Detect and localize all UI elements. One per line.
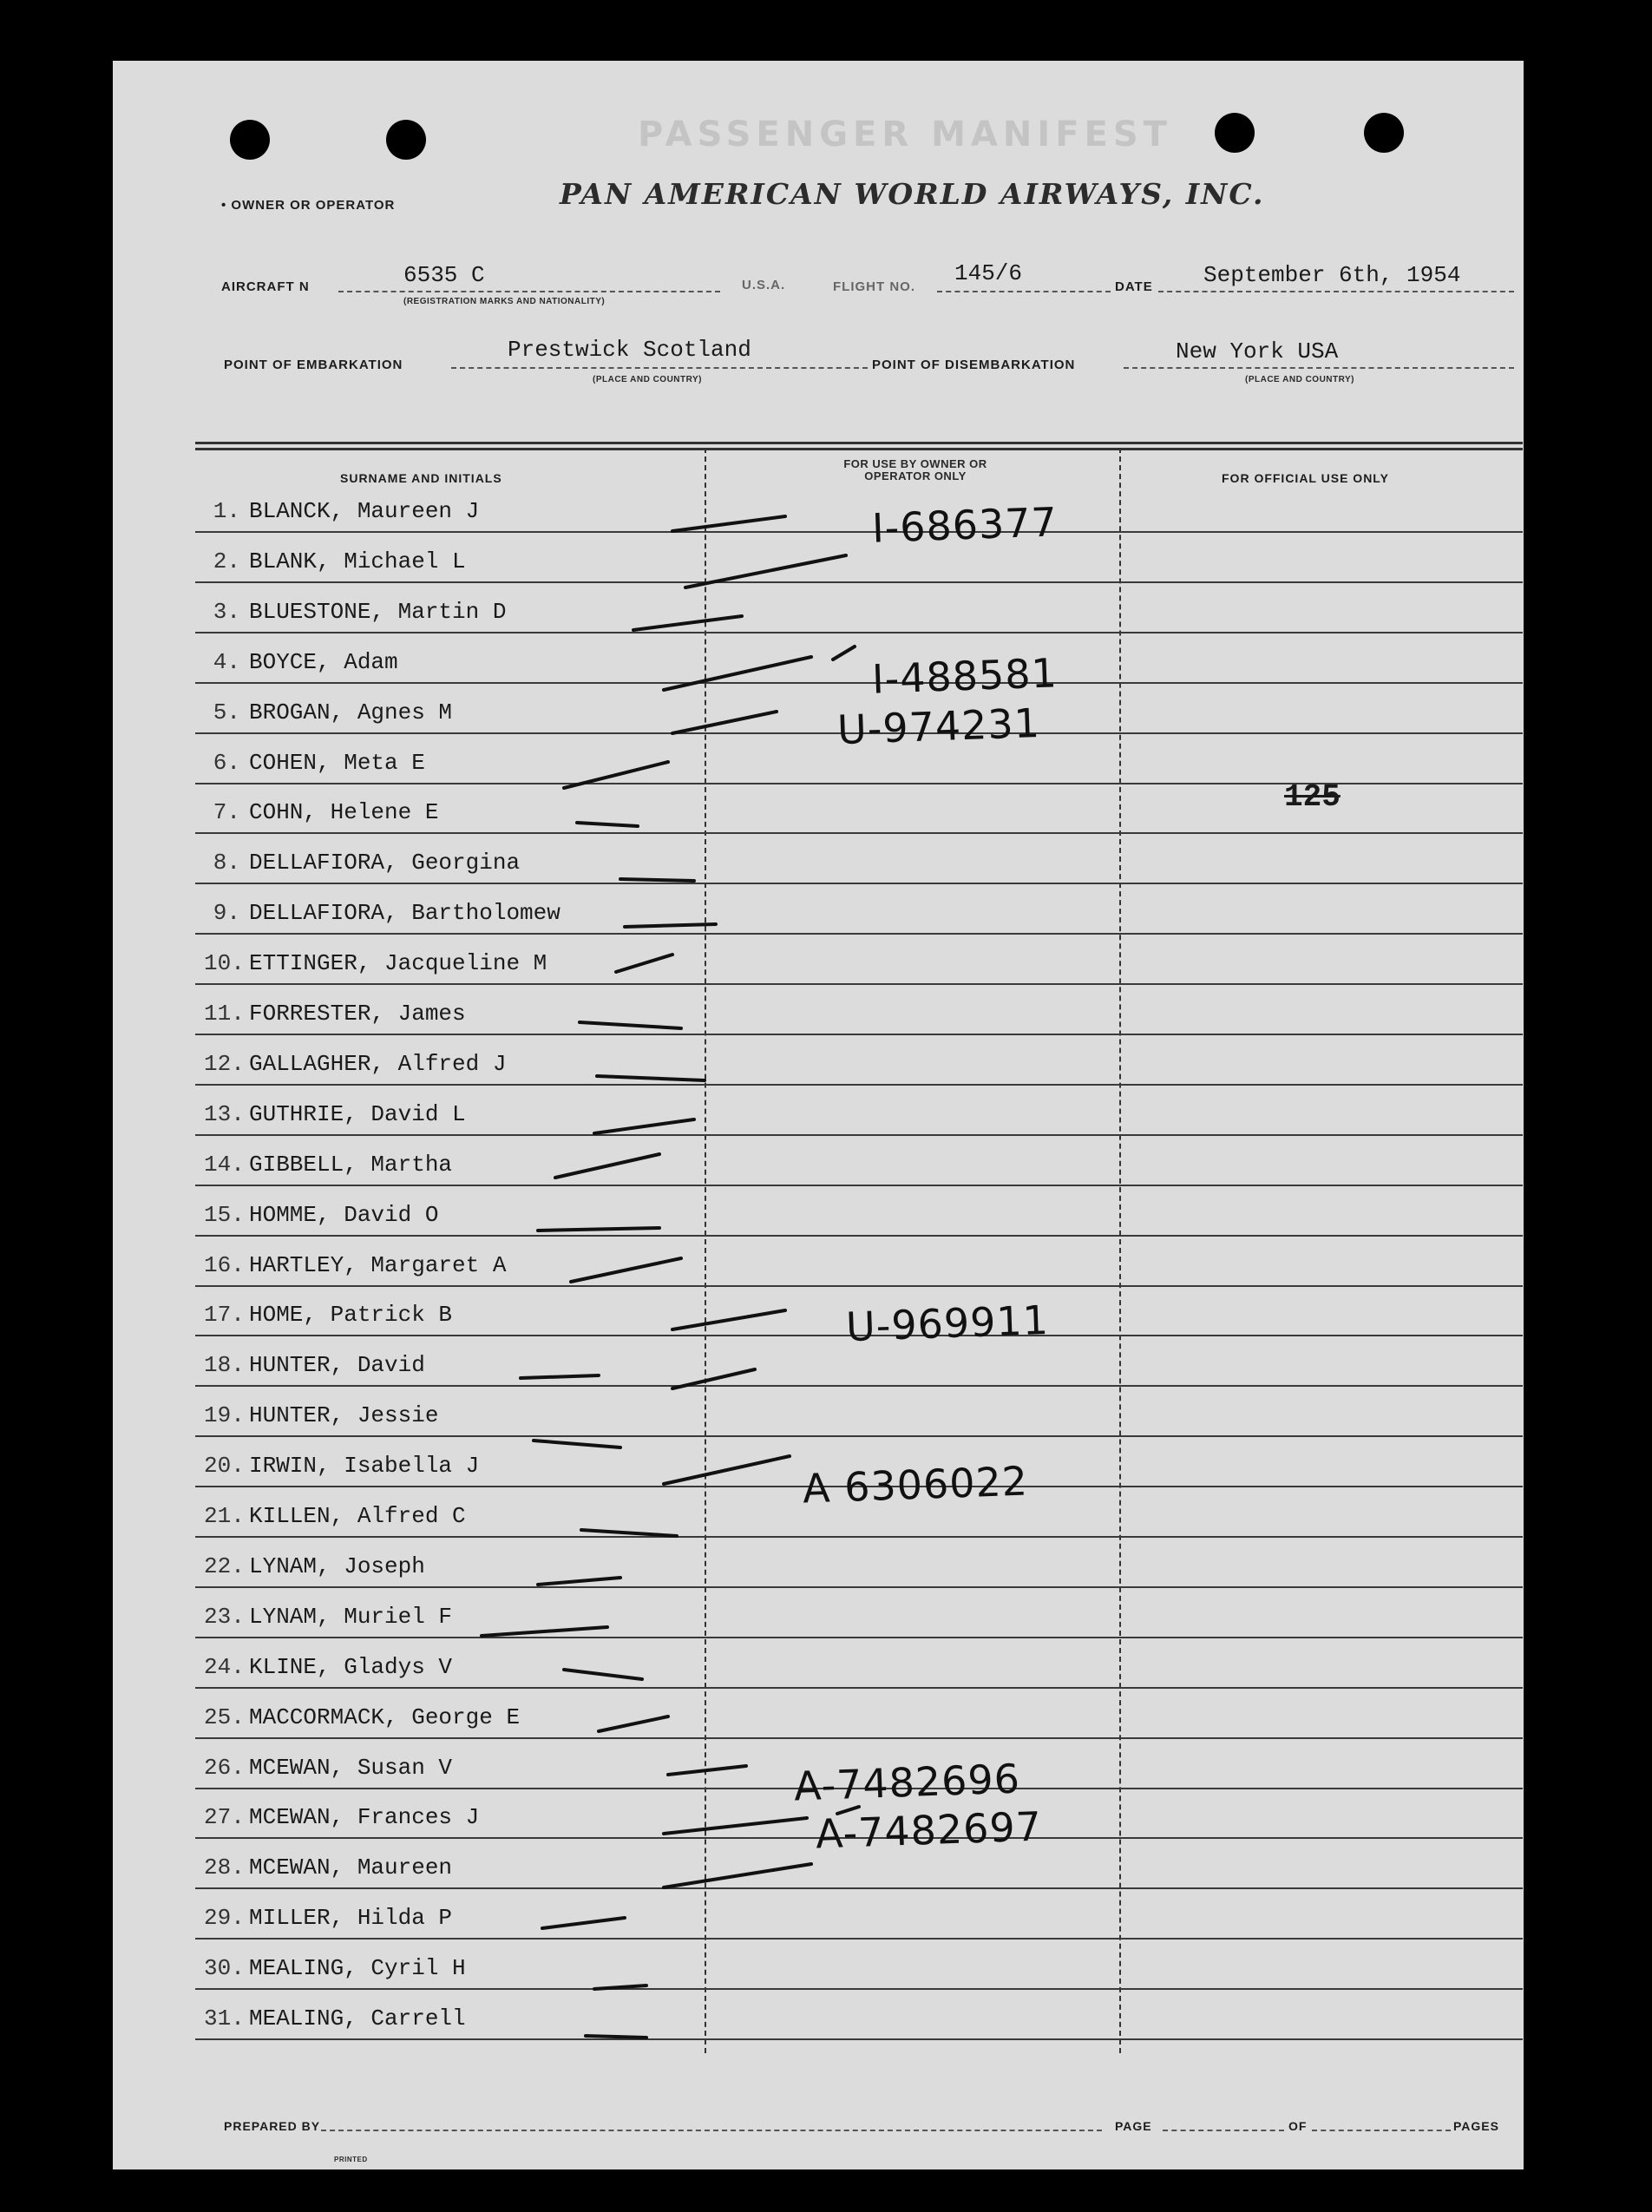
embarkation-label: POINT OF EMBARKATION (224, 358, 403, 372)
passenger-name: IRWIN, Isabella J (249, 1453, 480, 1479)
passenger-name: MEALING, Carrell (249, 2005, 466, 2031)
passenger-name: GUTHRIE, David L (249, 1101, 466, 1127)
row-number: 29. (204, 1905, 245, 1931)
row-number: 15. (204, 1202, 245, 1228)
passenger-name: DELLAFIORA, Georgina (249, 850, 521, 876)
handwritten-note-row1: I-686377 (871, 498, 1059, 552)
passenger-name: BLANCK, Maureen J (249, 498, 480, 524)
disembarkation-value: New York USA (1176, 338, 1339, 364)
handwritten-note-row20: A 6306022 (802, 1457, 1029, 1513)
row-number: 9. (213, 900, 240, 926)
disembarkation-caption: (PLACE AND COUNTRY) (1245, 375, 1354, 384)
row-number: 19. (204, 1402, 245, 1428)
passenger-name: HUNTER, Jessie (249, 1402, 439, 1428)
row-number: 1. (213, 498, 240, 524)
handwritten-note-row17: U-969911 (845, 1296, 1050, 1351)
passenger-name: HOME, Patrick B (249, 1302, 453, 1328)
row-number: 17. (204, 1302, 245, 1328)
of-label: OF (1288, 2119, 1308, 2133)
row-number: 7. (213, 799, 240, 825)
handwritten-note-row5: U-974231 (836, 699, 1041, 754)
passenger-name: HARTLEY, Margaret A (249, 1252, 507, 1278)
row-number: 6. (213, 750, 240, 776)
row-number: 22. (204, 1553, 245, 1579)
passenger-name: FORRESTER, James (249, 1001, 466, 1027)
row-number: 23. (204, 1604, 245, 1630)
page-underline (1163, 2130, 1284, 2131)
pages-label: PAGES (1453, 2119, 1499, 2133)
passenger-name: MCEWAN, Maureen (249, 1854, 453, 1881)
handwritten-note-row26: A-7482696 (793, 1755, 1021, 1810)
passenger-name: MCEWAN, Susan V (249, 1755, 453, 1781)
row-number: 14. (204, 1152, 245, 1178)
row-number: 12. (204, 1051, 245, 1077)
row-number: 25. (204, 1704, 245, 1730)
passenger-name: MCEWAN, Frances J (249, 1804, 480, 1830)
passenger-name: LYNAM, Muriel F (249, 1604, 453, 1630)
row-number: 20. (204, 1453, 245, 1479)
row-number: 27. (204, 1804, 245, 1830)
passenger-name: BOYCE, Adam (249, 649, 398, 675)
row-number: 2. (213, 548, 240, 574)
row-number: 11. (204, 1001, 245, 1027)
passenger-name: GALLAGHER, Alfred J (249, 1051, 507, 1077)
passenger-name: MILLER, Hilda P (249, 1905, 453, 1931)
official-use-column-header: FOR OFFICIAL USE ONLY (1222, 471, 1389, 485)
printed-label: PRINTED (334, 2156, 368, 2163)
prepared-underline (321, 2130, 1102, 2131)
handwritten-note-row27: A-7482697 (815, 1802, 1043, 1858)
aircraft-value: 6535 C (403, 262, 485, 288)
passenger-name: GIBBELL, Martha (249, 1152, 453, 1178)
faded-title: PASSENGER MANIFEST (638, 115, 1172, 154)
row-number: 3. (213, 599, 240, 625)
row-number: 24. (204, 1654, 245, 1680)
passenger-name: BLUESTONE, Martin D (249, 599, 507, 625)
row-number: 26. (204, 1755, 245, 1781)
passenger-name: COHN, Helene E (249, 799, 439, 825)
flight-value: 145/6 (954, 260, 1023, 286)
row-number: 21. (204, 1503, 245, 1529)
row-number: 5. (213, 699, 240, 725)
embarkation-caption: (PLACE AND COUNTRY) (593, 375, 702, 384)
date-label: DATE (1115, 279, 1153, 294)
of-underline (1312, 2130, 1451, 2131)
row-number: 10. (204, 950, 245, 976)
page-label: PAGE (1115, 2119, 1152, 2133)
company-name: PAN AMERICAN WORLD AIRWAYS, INC. (560, 177, 1265, 211)
passenger-name: HOMME, David O (249, 1202, 439, 1228)
passenger-name: BROGAN, Agnes M (249, 699, 453, 725)
row-number: 18. (204, 1352, 245, 1378)
passenger-name: HUNTER, David (249, 1352, 425, 1378)
passenger-name: KLINE, Gladys V (249, 1654, 453, 1680)
row-number: 13. (204, 1101, 245, 1127)
prepared-by-label: PREPARED BY (224, 2119, 321, 2133)
owner-operator-label: • OWNER OR OPERATOR (221, 198, 396, 213)
usa-label: U.S.A. (742, 278, 786, 292)
aircraft-label: AIRCRAFT N (221, 279, 310, 294)
row-number: 28. (204, 1854, 245, 1881)
row-number: 31. (204, 2005, 245, 2031)
flight-label: FLIGHT NO. (833, 279, 915, 294)
passenger-name: BLANK, Michael L (249, 548, 466, 574)
aircraft-caption: (REGISTRATION MARKS AND NATIONALITY) (403, 297, 606, 306)
passenger-name: ETTINGER, Jacqueline M (249, 950, 547, 976)
surname-column-header: SURNAME AND INITIALS (340, 471, 502, 485)
passenger-name: LYNAM, Joseph (249, 1553, 425, 1579)
row-number: 4. (213, 649, 240, 675)
row-number: 16. (204, 1252, 245, 1278)
passenger-name: MEALING, Cyril H (249, 1955, 466, 1981)
owner-use-column-header: FOR USE BY OWNER OR OPERATOR ONLY (843, 457, 987, 482)
official-use-mark: 125 (1284, 779, 1341, 815)
disembarkation-label: POINT OF DISEMBARKATION (872, 358, 1076, 372)
date-value: September 6th, 1954 (1203, 262, 1461, 288)
passenger-name: COHEN, Meta E (249, 750, 425, 776)
passenger-name: DELLAFIORA, Bartholomew (249, 900, 560, 926)
handwritten-note-row4: I-488581 (871, 649, 1059, 703)
passenger-name: KILLEN, Alfred C (249, 1503, 466, 1529)
row-number: 30. (204, 1955, 245, 1981)
embarkation-value: Prestwick Scotland (508, 337, 751, 363)
passenger-name: MACCORMACK, George E (249, 1704, 521, 1730)
row-number: 8. (213, 850, 240, 876)
